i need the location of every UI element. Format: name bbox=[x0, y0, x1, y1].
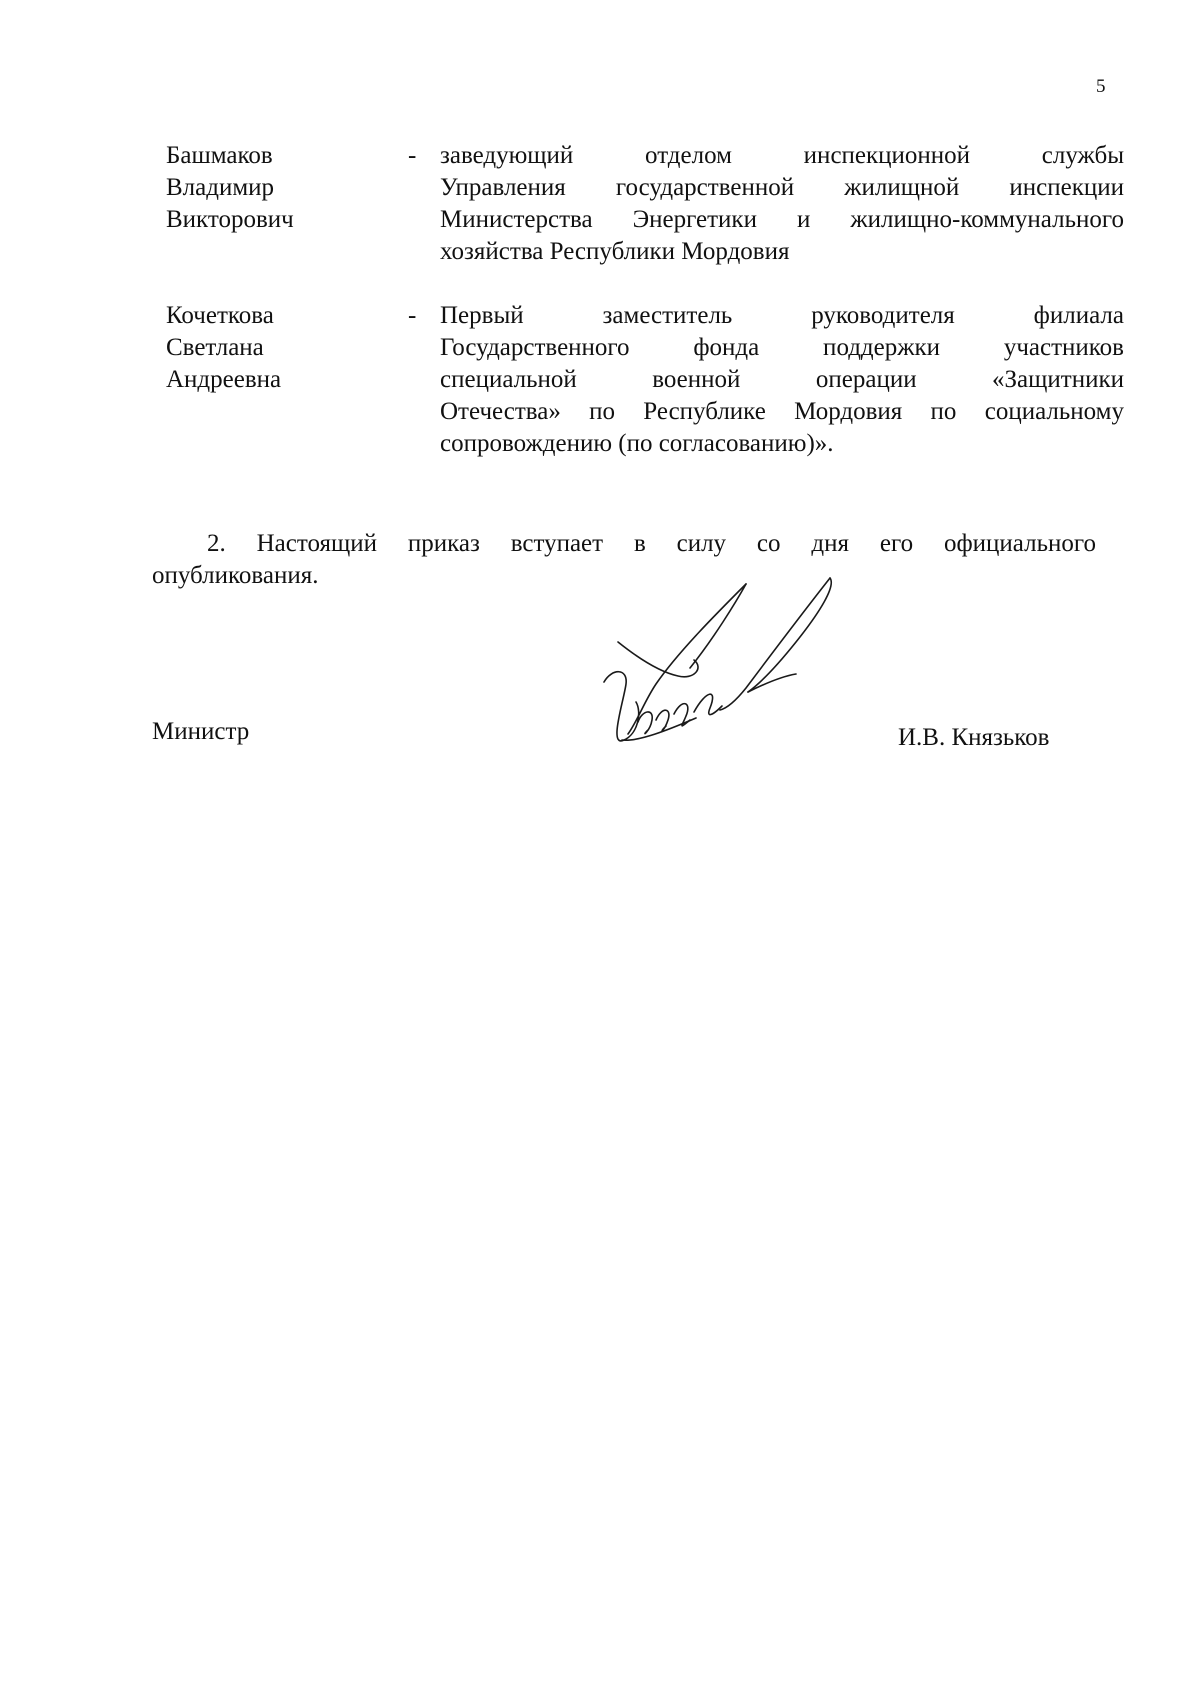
member-2-desc-line-4: Отечества» по Республике Мордовия по социальному bbox=[440, 398, 1124, 425]
member-1-desc-line-4: хозяйства Республики Мордовия bbox=[440, 238, 790, 265]
member-2-dash: - bbox=[408, 302, 417, 329]
member-2-name-line-3: Андреевна bbox=[166, 366, 282, 393]
member-1-description bbox=[440, 140, 1124, 268]
clause-2-line-1: 2. Настоящий приказ вступает в силу со дня его официального bbox=[207, 530, 1096, 557]
member-1-name-line-2: Владимир bbox=[166, 174, 275, 201]
member-1-desc-line-3: Министерства Энергетики и жилищно-коммунального bbox=[440, 206, 1124, 233]
member-2-name-line-1: Кочеткова bbox=[166, 302, 274, 329]
member-2-desc-line-3: специальной военной операции «Защитники bbox=[440, 366, 1124, 393]
member-1-dash: - bbox=[408, 142, 417, 169]
page-number: 5 bbox=[1096, 76, 1106, 97]
member-2-desc-line-5: сопровождению (по согласованию)». bbox=[440, 430, 834, 457]
member-1-name bbox=[166, 140, 386, 236]
signer-role: Министр bbox=[152, 718, 250, 745]
signer-name: И.В. Князьков bbox=[898, 724, 1050, 751]
member-2-desc-line-2: Государственного фонда поддержки участников bbox=[440, 334, 1124, 361]
member-1-desc-line-2: Управления государственной жилищной инспекции bbox=[440, 174, 1124, 201]
member-2-name bbox=[166, 300, 386, 396]
member-2-name-line-2: Светлана bbox=[166, 334, 264, 361]
member-1-name-line-1: Башмаков bbox=[166, 142, 273, 169]
handwritten-signature bbox=[598, 572, 848, 754]
clause-2-line-2: опубликования. bbox=[152, 562, 319, 589]
member-2-desc-line-1: Первый заместитель руководителя филиала bbox=[440, 302, 1124, 329]
member-1-desc-line-1: заведующий отделом инспекционной службы bbox=[440, 142, 1124, 169]
member-1-name-line-3: Викторович bbox=[166, 206, 294, 233]
member-2-description bbox=[440, 300, 1124, 460]
